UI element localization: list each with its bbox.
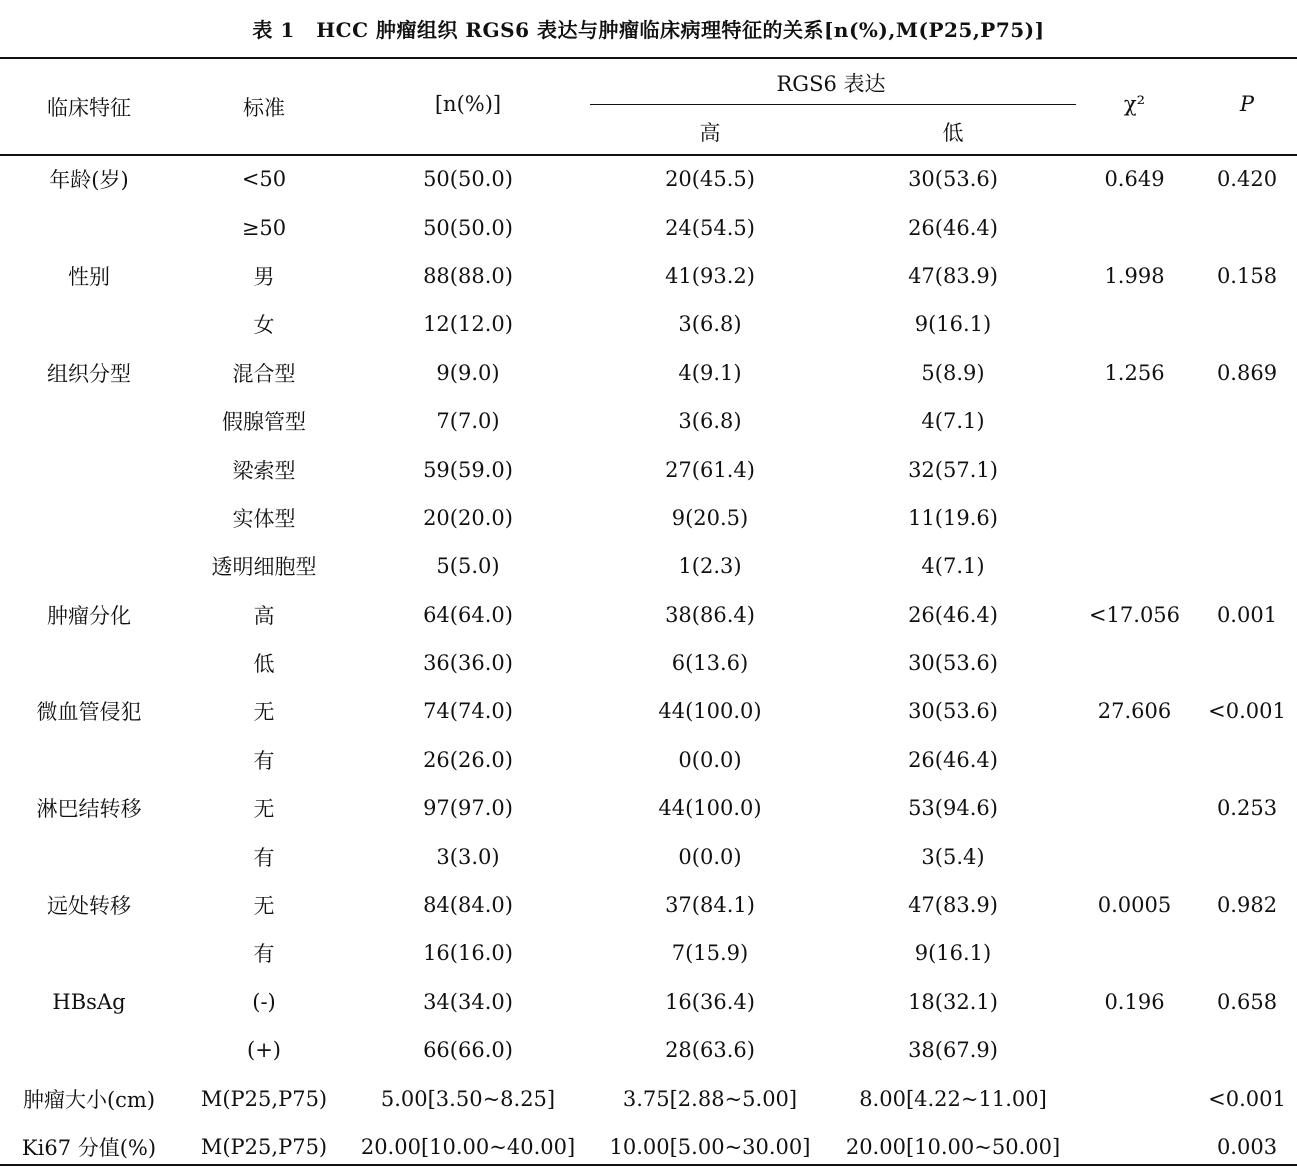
cell-criterion: 有 [253, 845, 275, 870]
cell-chi-square: 0.196 [1104, 989, 1165, 1014]
cell-p-value: 0.003 [1216, 1135, 1278, 1159]
cell-feature [0, 736, 178, 784]
cell-n-pct: 5(5.0) [436, 554, 500, 579]
cell-n-pct: 16(16.0) [423, 941, 513, 966]
cell-p-value [1197, 203, 1297, 251]
cell-chi-square: 27.606 [1097, 699, 1172, 724]
cell-p-value [1197, 929, 1297, 977]
cell-low: 3(5.4) [921, 844, 985, 869]
cell-criterion: M(P25,P75) [200, 1135, 328, 1159]
cell-criterion: 有 [253, 942, 275, 967]
cell-criterion: (+) [247, 1038, 281, 1063]
cell-feature: 年龄(岁) [49, 168, 129, 193]
cell-chi-square [1072, 1074, 1197, 1122]
table-row [0, 494, 1297, 542]
table-row [0, 397, 1297, 445]
cell-low: 20.00[10.00~50.00] [845, 1135, 1061, 1159]
caption-text: HCC 肿瘤组织 RGS6 表达与肿瘤临床病理特征的关系 [316, 18, 824, 42]
cell-chi-square [1072, 397, 1197, 445]
cell-criterion: 梁索型 [232, 458, 296, 483]
cell-p-value [1197, 639, 1297, 687]
cell-high: 3.75[2.88~5.00] [622, 1086, 798, 1111]
cell-p-value [1197, 736, 1297, 784]
cell-p-value: 0.158 [1216, 263, 1278, 288]
cell-n-pct: 36(36.0) [423, 651, 513, 676]
table-row [0, 300, 1297, 348]
cell-p-value [1197, 300, 1297, 348]
cell-low: 9(16.1) [914, 941, 992, 966]
table-row [0, 881, 1297, 929]
cell-low: 4(7.1) [921, 554, 985, 579]
cell-feature: 淋巴结转移 [36, 797, 142, 822]
table-row [0, 784, 1297, 832]
header-p-value: P [1239, 92, 1255, 116]
cell-chi-square [1072, 1026, 1197, 1074]
cell-p-value: <0.001 [1208, 1086, 1286, 1111]
cell-feature [0, 639, 178, 687]
cell-n-pct: 88(88.0) [423, 263, 513, 288]
cell-low: 30(53.6) [908, 167, 998, 192]
header-group-rule [590, 104, 1076, 105]
cell-criterion: 实体型 [232, 506, 296, 531]
cell-n-pct: 74(74.0) [423, 699, 513, 724]
cell-feature: Ki67 分值(%) [21, 1136, 157, 1160]
cell-n-pct: 66(66.0) [423, 1038, 513, 1063]
cell-chi-square [1072, 494, 1197, 542]
cell-chi-square: <17.056 [1088, 602, 1181, 627]
cell-feature [0, 203, 178, 251]
cell-p-value: 0.420 [1216, 167, 1278, 192]
cell-n-pct: 3(3.0) [436, 844, 500, 869]
table-row [0, 203, 1297, 251]
cell-low: 26(46.4) [908, 602, 998, 627]
cell-criterion: 无 [253, 700, 275, 725]
cell-p-value: 0.658 [1216, 989, 1278, 1014]
cell-chi-square [1072, 736, 1197, 784]
table-row [0, 1074, 1297, 1122]
header-chi-square: χ² [1123, 92, 1146, 116]
cell-n-pct: 50(50.0) [423, 167, 513, 192]
cell-chi-square: 1.998 [1104, 263, 1165, 288]
cell-n-pct: 64(64.0) [423, 602, 513, 627]
cell-p-value: 0.982 [1216, 893, 1278, 918]
header-clinical: 临床特征 [47, 96, 131, 120]
cell-feature: 肿瘤分化 [47, 603, 131, 628]
cell-high: 10.00[5.00~30.00] [609, 1135, 811, 1159]
header-low: 低 [942, 121, 964, 145]
caption-bracket: [n(%),M(P25,P75)] [823, 18, 1045, 42]
cell-n-pct: 59(59.0) [423, 457, 513, 482]
cell-criterion: 透明细胞型 [211, 555, 317, 580]
cell-chi-square: 0.649 [1104, 167, 1165, 192]
cell-p-value: 0.001 [1216, 602, 1278, 627]
table-row [0, 349, 1297, 397]
cell-high: 7(15.9) [671, 941, 749, 966]
cell-p-value [1197, 542, 1297, 590]
table-row [0, 736, 1297, 784]
cell-p-value [1197, 494, 1297, 542]
cell-feature [0, 494, 178, 542]
cell-high: 4(9.1) [678, 360, 742, 385]
cell-criterion: M(P25,P75) [200, 1086, 328, 1111]
cell-low: 47(83.9) [908, 893, 998, 918]
cell-feature [0, 1026, 178, 1074]
cell-low: 8.00[4.22~11.00] [859, 1086, 1047, 1111]
cell-high: 6(13.6) [671, 651, 749, 676]
table-row [0, 542, 1297, 590]
cell-criterion: (-) [252, 989, 276, 1014]
cell-high: 44(100.0) [658, 796, 762, 821]
cell-n-pct: 84(84.0) [423, 893, 513, 918]
cell-criterion: 混合型 [232, 361, 296, 386]
table-row [0, 929, 1297, 977]
table-row [0, 1026, 1297, 1074]
cell-criterion: 高 [253, 603, 275, 628]
header-n-pct: [n(%)] [434, 92, 502, 116]
cell-high: 3(6.8) [678, 409, 742, 434]
cell-feature: 微血管侵犯 [36, 700, 142, 725]
cell-criterion: 有 [253, 748, 275, 773]
header-rgs6-group: RGS6 表达 [776, 72, 886, 96]
cell-chi-square [1072, 445, 1197, 493]
cell-feature [0, 397, 178, 445]
cell-low: 11(19.6) [908, 505, 998, 530]
cell-low: 4(7.1) [921, 409, 985, 434]
caption-label: 表 1 [252, 18, 295, 42]
cell-high: 1(2.3) [678, 554, 742, 579]
cell-n-pct: 50(50.0) [423, 215, 513, 240]
cell-feature: 肿瘤大小(cm) [22, 1087, 156, 1112]
cell-criterion: 低 [253, 652, 275, 677]
cell-high: 0(0.0) [678, 747, 742, 772]
cell-p-value: <0.001 [1208, 699, 1286, 724]
bottom-rule [0, 1164, 1297, 1166]
cell-n-pct: 9(9.0) [436, 360, 500, 385]
cell-p-value [1197, 832, 1297, 880]
cell-criterion: 假腺管型 [222, 410, 306, 435]
table-row [0, 591, 1297, 639]
header-criterion: 标准 [243, 96, 285, 120]
cell-high: 28(63.6) [665, 1038, 755, 1063]
table-row [0, 639, 1297, 687]
cell-low: 26(46.4) [908, 215, 998, 240]
cell-low: 47(83.9) [908, 263, 998, 288]
cell-criterion: 无 [253, 894, 275, 919]
cell-low: 26(46.4) [908, 747, 998, 772]
cell-feature [0, 300, 178, 348]
cell-feature [0, 929, 178, 977]
header-high: 高 [699, 121, 721, 145]
top-rule [0, 57, 1297, 59]
cell-high: 16(36.4) [665, 989, 755, 1014]
cell-high: 37(84.1) [665, 893, 755, 918]
cell-low: 30(53.6) [908, 651, 998, 676]
table-row [0, 978, 1297, 1026]
cell-high: 41(93.2) [665, 263, 755, 288]
cell-feature [0, 542, 178, 590]
cell-n-pct: 20.00[10.00~40.00] [360, 1135, 576, 1159]
cell-low: 53(94.6) [908, 796, 998, 821]
cell-high: 9(20.5) [671, 505, 749, 530]
cell-feature: 远处转移 [47, 894, 131, 919]
cell-feature: 组织分型 [47, 361, 131, 386]
cell-criterion: ≥50 [241, 215, 287, 240]
cell-chi-square [1072, 542, 1197, 590]
cell-chi-square [1072, 929, 1197, 977]
cell-p-value [1197, 445, 1297, 493]
table-row [0, 252, 1297, 300]
cell-n-pct: 34(34.0) [423, 989, 513, 1014]
table-caption [0, 14, 1297, 43]
table-row [0, 832, 1297, 880]
cell-n-pct: 12(12.0) [423, 312, 513, 337]
cell-feature [0, 445, 178, 493]
cell-criterion: <50 [241, 167, 287, 192]
cell-high: 27(61.4) [665, 457, 755, 482]
cell-chi-square [1072, 784, 1197, 832]
cell-high: 44(100.0) [658, 699, 762, 724]
cell-high: 38(86.4) [665, 602, 755, 627]
cell-n-pct: 26(26.0) [423, 747, 513, 772]
cell-p-value [1197, 1026, 1297, 1074]
cell-criterion: 女 [253, 313, 275, 338]
cell-feature [0, 832, 178, 880]
table-row [0, 155, 1297, 203]
cell-criterion: 无 [253, 797, 275, 822]
cell-n-pct: 7(7.0) [436, 409, 500, 434]
cell-high: 20(45.5) [665, 167, 755, 192]
table-row [0, 687, 1297, 735]
cell-p-value: 0.253 [1216, 796, 1278, 821]
data-table [0, 155, 1297, 1171]
cell-n-pct: 5.00[3.50~8.25] [380, 1086, 556, 1111]
cell-low: 30(53.6) [908, 699, 998, 724]
cell-low: 38(67.9) [908, 1038, 998, 1063]
cell-chi-square [1072, 832, 1197, 880]
table-row [0, 445, 1297, 493]
cell-p-value [1197, 397, 1297, 445]
cell-low: 5(8.9) [921, 360, 985, 385]
cell-high: 0(0.0) [678, 844, 742, 869]
cell-feature: HBsAg [52, 989, 126, 1014]
cell-p-value: 0.869 [1216, 360, 1278, 385]
cell-feature: 性别 [68, 264, 110, 289]
cell-n-pct: 20(20.0) [423, 505, 513, 530]
cell-chi-square [1072, 639, 1197, 687]
cell-low: 32(57.1) [908, 457, 998, 482]
cell-chi-square: 0.0005 [1097, 893, 1172, 918]
cell-n-pct: 97(97.0) [423, 796, 513, 821]
cell-high: 3(6.8) [678, 312, 742, 337]
cell-high: 24(54.5) [665, 215, 755, 240]
cell-chi-square: 1.256 [1104, 360, 1165, 385]
cell-low: 18(32.1) [908, 989, 998, 1014]
cell-chi-square [1072, 203, 1197, 251]
cell-chi-square [1072, 300, 1197, 348]
cell-low: 9(16.1) [914, 312, 992, 337]
cell-criterion: 男 [253, 264, 275, 289]
